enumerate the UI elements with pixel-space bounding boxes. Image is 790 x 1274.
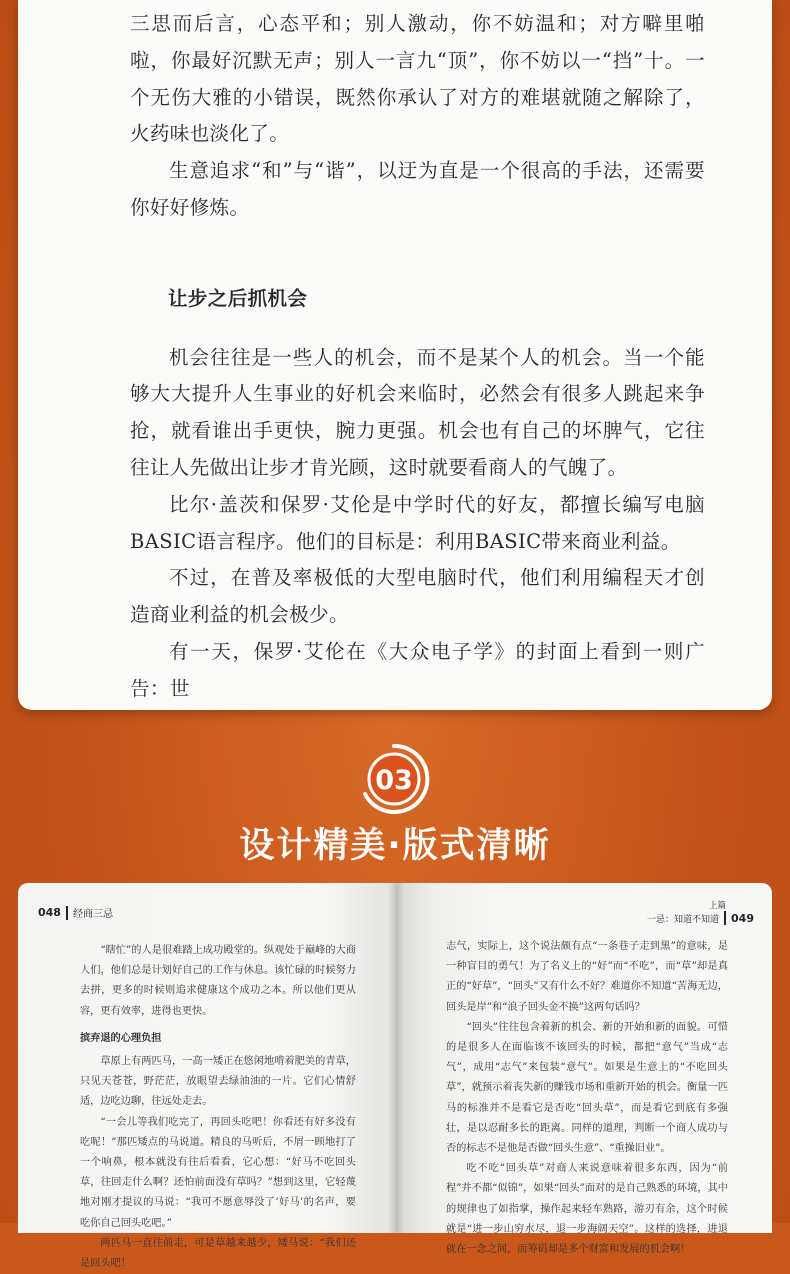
right-page [396,883,772,1256]
right-paragraph-3: 吃不吃“回头草”对商人来说意味着很多东西，因为“前程”并不都“似锦”，如果“回头”面对的是自己熟悉的环境，其中的规律也了如指掌，操作起来轻车熟路，游刃有余，这个时候就是“进一步山穷水尽，退一步海阔天空”。这样的选择，进退就在一念之间，而筹码却是多个财富和发展的机会啊！ [446,1163,728,1256]
left-heading: 摈弃退的心理负担 [80,1031,162,1044]
right-paragraph-2: “回头”往往包含着新的机会、新的开始和新的面貌。可惜的是很多人在面临该不该回头的时候，都把“意气”当成“志气”，成用“志气”来包装“意气”。如果是生意上的“不吃回头草”，就预示着丧失新的赚钱市场和重新开始的机会。衡量一匹马的标准并不是看它是否吃“回头草”，而是看它到底有多强壮，是以忍耐多长的距离。同样的道理，判断一个商人成功与否的标志不是他是否做“回头生意”、“重操旧业”。 [446,1021,728,1155]
top-paragraph-2: 生意追求“和”与“谐”，以迂为直是一个很高的手法，还需要你好好修炼。 [130,159,705,219]
divider [724,911,726,925]
top-page-card [18,0,772,710]
right-running-head [647,899,754,925]
divider [66,906,68,920]
right-paragraph-1: 志气，实际上，这个说法颇有点“一条巷子走到黑”的意味，是一种盲目的勇气！为了名义上的“好”而“不吃”，而“草”却是真正的“好草”，“回头”又有什么不好？难道你不知道“苦海无边，回头是岸”和“浪子回头金不换”这两句话吗？ [446,941,728,1013]
badge-number: 03 [375,765,413,796]
top-paragraph-1: 三思而后言，心态平和；别人激动，你不妨温和；对方噼里啪啦，你最好沉默无声；别人一言九“顶”，你不妨以一“挡”十。一个无伤大雅的小错误，既然你承认了对方的难堪就随之解除了，火药味也淡化了。 [130,12,705,146]
right-volume: 上篇 [708,901,726,911]
right-running-title: 一忌：知道不知道 [647,914,720,925]
left-running-title: 经商三忌 [72,909,113,920]
number-badge [357,742,431,816]
left-paragraph-1: “瞎忙”的人是很难踏上成功殿堂的。纵观处于巅峰的大商人们，他们总是计划好自己的工作与休息。该忙碌的时候努力去拼，更多的时候则追求健康这个成功之本。所以他们更从容，更有效率，进得也更快。 [80,945,356,1017]
section-title: 设计精美·版式清晰 [239,826,551,866]
top-paragraph-5: 不过，在普及率极低的大型电脑时代，他们利用编程天才创造商业利益的机会极少。 [130,566,705,627]
top-paragraph-3: 机会往往是一些人的机会，而不是某个人的机会。当一个能够大大提升人生事业的好机会来临时，必然会有很多人跳起来争抢，就看谁出手更快，腕力更强。机会也有自己的坏脾气，它往往让人先做出让步才肯光顾，这时就要看商人的气魄了。 [130,345,705,479]
top-page-text [130,6,705,708]
left-paragraph-2: 草原上有两匹马，一高一矮正在悠闲地啃着肥美的青草，只见天苍苍，野茫茫，放眼望去绿油油的一片。它们心情舒适，边吃边聊，往远处走去。 [80,1056,356,1108]
section-heading: 让步之后抓机会 [168,286,308,310]
left-running-head [38,905,113,920]
left-paragraph-3: “一会儿等我们吃完了，再回头吃吧！你看还有好多没有吃呢！”那匹矮点的马说道。精良的马听后，不屑一顾地打了一个响鼻，根本就没有往后看看，它心想：“好马不吃回头草，往回走什么啊？还怕前面没有草吗？”想到这里，它轻蔑地对刚才提议的马说：“我可不愿意辱没了‘好马’的名声，要吃你自己回头吃吧。” [80,1116,356,1229]
right-page-text [446,937,728,1260]
left-paragraph-4: 两匹马一直往前走，可是草越来越少，矮马说：“我们还是回头吧！ [80,1237,356,1270]
left-page [18,883,396,1270]
left-page-text [80,941,356,1274]
open-book [18,883,772,1270]
top-paragraph-4: 比尔·盖茨和保罗·艾伦是中学时代的好友，都擅长编写电脑BASIC语言程序。他们的目标是：利用BASIC带来商业利益。 [130,492,705,553]
left-page-number: 048 [38,906,61,919]
top-paragraph-6: 有一天，保罗·艾伦在《大众电子学》的封面上看到一则广告：世 [130,639,705,700]
right-page-number: 049 [731,911,754,925]
book-gutter [388,883,404,1233]
